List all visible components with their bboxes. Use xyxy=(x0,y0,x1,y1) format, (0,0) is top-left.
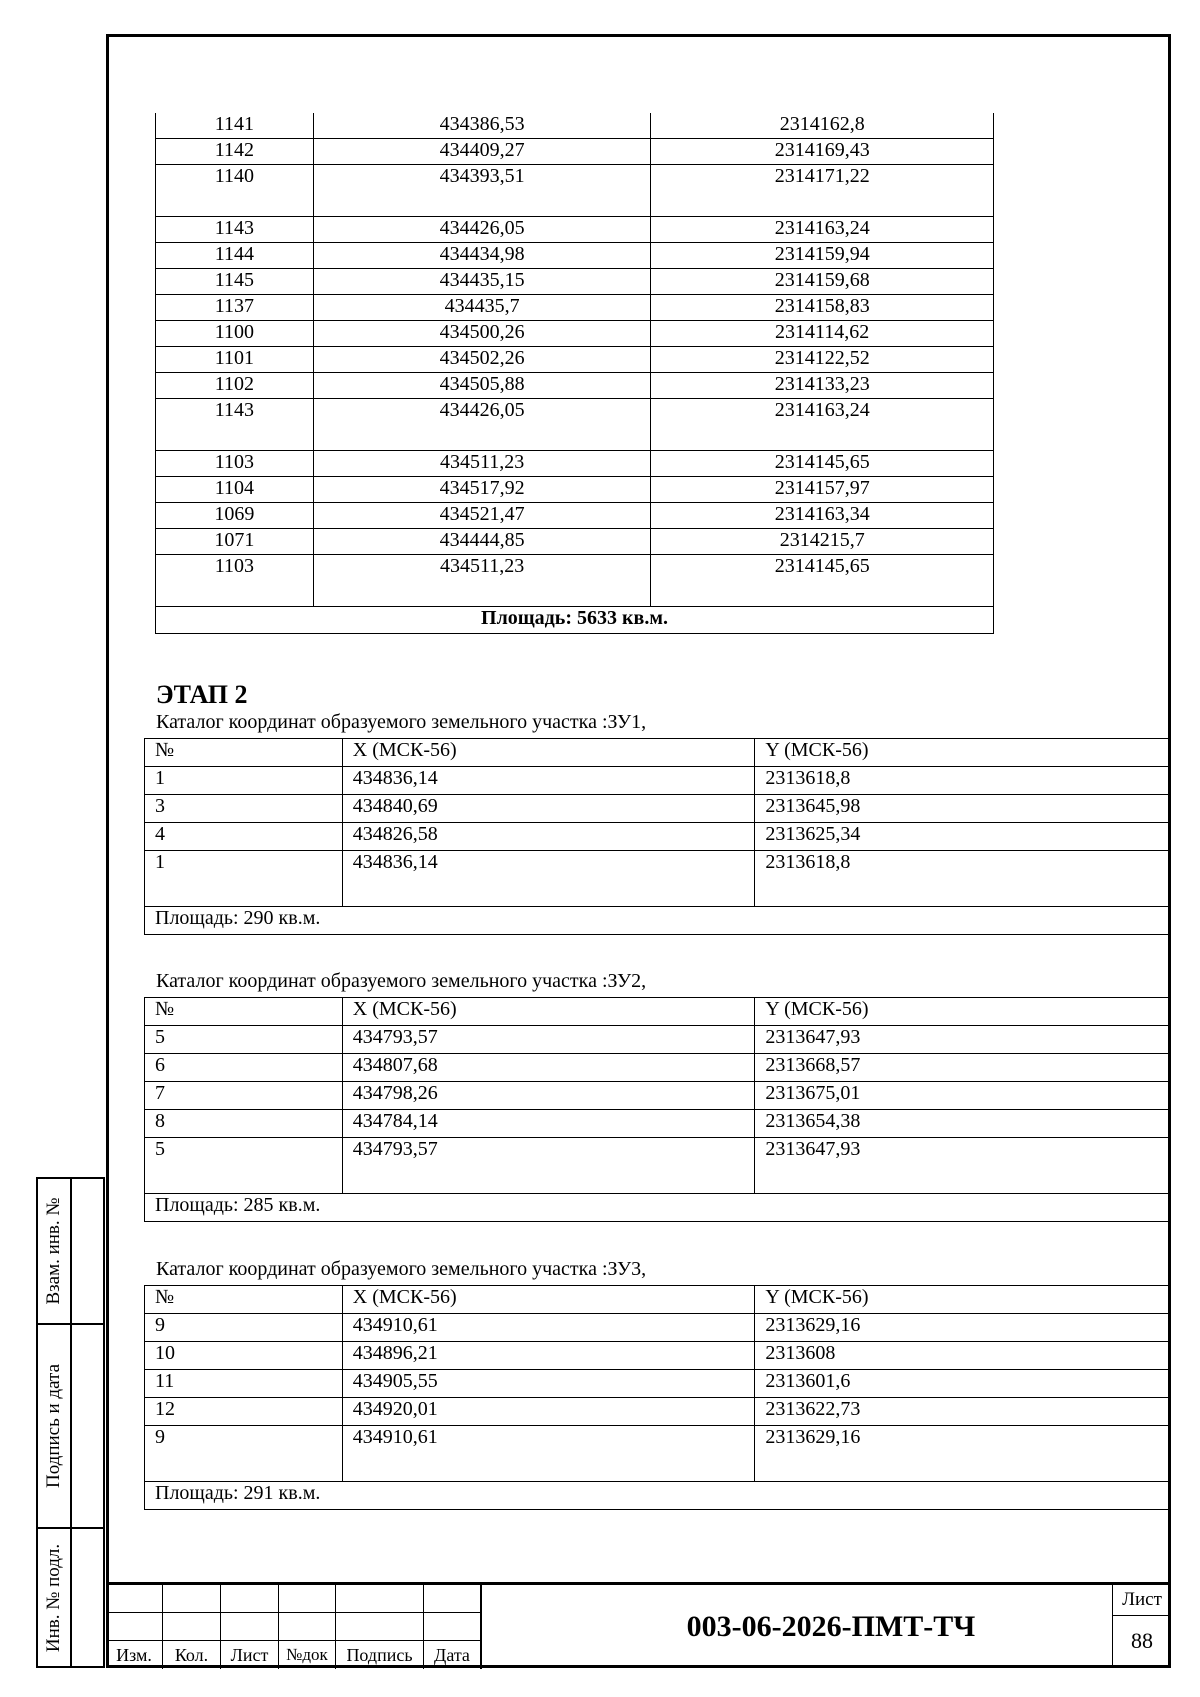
table-row xyxy=(156,503,994,529)
x-coordinate: 434409,27 xyxy=(313,139,651,165)
y-coordinate: 2314157,97 xyxy=(651,477,994,503)
header-row xyxy=(145,739,1169,767)
table-row xyxy=(145,795,1169,823)
header-row xyxy=(145,1286,1169,1314)
x-coordinate: 434511,23 xyxy=(313,451,651,477)
table-row xyxy=(156,165,994,217)
point-number: 1137 xyxy=(156,295,314,321)
catalog-table-zu1 xyxy=(144,738,1169,935)
catalog-caption-zu2: Каталог координат образуемого земельного участка :ЗУ2, xyxy=(156,970,647,992)
stamp-col-signature: Подпись xyxy=(336,1641,424,1669)
point-number: 1 xyxy=(145,851,343,907)
y-coordinate: 2313622,73 xyxy=(755,1398,1169,1426)
point-number: 1104 xyxy=(156,477,314,503)
point-number: 12 xyxy=(145,1398,343,1426)
point-number: 3 xyxy=(145,795,343,823)
point-number: 6 xyxy=(145,1054,343,1082)
table-row xyxy=(156,529,994,555)
side-label-replacement-inv: Взам. инв. № xyxy=(43,1197,64,1305)
table-row xyxy=(145,767,1169,795)
x-coordinate: 434840,69 xyxy=(342,795,755,823)
x-coordinate: 434798,26 xyxy=(342,1082,755,1110)
x-coordinate: 434444,85 xyxy=(313,529,651,555)
stamp-col-date: Дата xyxy=(424,1641,481,1669)
point-number: 1103 xyxy=(156,555,314,607)
y-coordinate: 2314145,65 xyxy=(651,555,994,607)
table-row xyxy=(145,851,1169,907)
y-coordinate: 2314162,8 xyxy=(651,113,994,139)
table-row xyxy=(145,1426,1169,1482)
column-header: X (МСК-56) xyxy=(342,998,755,1026)
point-number: 1144 xyxy=(156,243,314,269)
sheet-number-box xyxy=(1112,1585,1171,1668)
x-coordinate: 434517,92 xyxy=(313,477,651,503)
stage-title: ЭТАП 2 xyxy=(156,680,248,709)
x-coordinate: 434807,68 xyxy=(342,1054,755,1082)
point-number: 1101 xyxy=(156,347,314,373)
point-number: 1142 xyxy=(156,139,314,165)
point-number: 1102 xyxy=(156,373,314,399)
stamp-col-sheet: Лист xyxy=(221,1641,279,1669)
column-header: № xyxy=(145,739,343,767)
x-coordinate: 434826,58 xyxy=(342,823,755,851)
catalog-table-zu3 xyxy=(144,1285,1169,1510)
point-number: 1145 xyxy=(156,269,314,295)
table-row xyxy=(145,1054,1169,1082)
document-code: 003-06-2026-ПМТ-ТЧ xyxy=(686,1610,976,1643)
y-coordinate: 2313618,8 xyxy=(755,767,1169,795)
table-row xyxy=(156,321,994,347)
point-number: 1100 xyxy=(156,321,314,347)
title-block xyxy=(106,1582,1171,1671)
y-coordinate: 2313645,98 xyxy=(755,795,1169,823)
table-row xyxy=(156,477,994,503)
point-number: 9 xyxy=(145,1426,343,1482)
table-row xyxy=(156,139,994,165)
y-coordinate: 2314159,94 xyxy=(651,243,994,269)
area-total: Площадь: 285 кв.м. xyxy=(145,1194,1169,1222)
side-box-replacement-inv xyxy=(36,1177,105,1325)
point-number: 1069 xyxy=(156,503,314,529)
table-row xyxy=(145,1398,1169,1426)
table-row xyxy=(156,217,994,243)
x-coordinate: 434784,14 xyxy=(342,1110,755,1138)
x-coordinate: 434502,26 xyxy=(313,347,651,373)
coordinates-table-continued xyxy=(155,113,994,634)
stamp-col-count: Кол. xyxy=(163,1641,221,1669)
y-coordinate: 2313647,93 xyxy=(755,1026,1169,1054)
x-coordinate: 434836,14 xyxy=(342,767,755,795)
x-coordinate: 434910,61 xyxy=(342,1314,755,1342)
x-coordinate: 434435,7 xyxy=(313,295,651,321)
y-coordinate: 2314171,22 xyxy=(651,165,994,217)
x-coordinate: 434511,23 xyxy=(313,555,651,607)
y-coordinate: 2313654,38 xyxy=(755,1110,1169,1138)
y-coordinate: 2314133,23 xyxy=(651,373,994,399)
y-coordinate: 2313647,93 xyxy=(755,1138,1169,1194)
x-coordinate: 434393,51 xyxy=(313,165,651,217)
area-total: Площадь: 291 кв.м. xyxy=(145,1482,1169,1510)
side-label-original-inv: Инв. № подл. xyxy=(43,1543,64,1652)
y-coordinate: 2314159,68 xyxy=(651,269,994,295)
table-row xyxy=(145,1026,1169,1054)
table-row xyxy=(156,373,994,399)
area-total: Площадь: 5633 кв.м. xyxy=(156,607,994,634)
table-row xyxy=(156,399,994,451)
y-coordinate: 2314114,62 xyxy=(651,321,994,347)
y-coordinate: 2314163,24 xyxy=(651,399,994,451)
y-coordinate: 2313625,34 xyxy=(755,823,1169,851)
table-row xyxy=(145,1082,1169,1110)
point-number: 10 xyxy=(145,1342,343,1370)
x-coordinate: 434426,05 xyxy=(313,399,651,451)
table-row xyxy=(156,451,994,477)
point-number: 11 xyxy=(145,1370,343,1398)
point-number: 4 xyxy=(145,823,343,851)
point-number: 5 xyxy=(145,1026,343,1054)
point-number: 1071 xyxy=(156,529,314,555)
column-header: X (МСК-56) xyxy=(342,1286,755,1314)
column-header: Y (МСК-56) xyxy=(755,1286,1169,1314)
side-box-signature-date xyxy=(36,1323,105,1529)
y-coordinate: 2313629,16 xyxy=(755,1426,1169,1482)
catalog-table-zu2 xyxy=(144,997,1169,1222)
y-coordinate: 2313675,01 xyxy=(755,1082,1169,1110)
y-coordinate: 2313618,8 xyxy=(755,851,1169,907)
x-coordinate: 434434,98 xyxy=(313,243,651,269)
point-number: 1 xyxy=(145,767,343,795)
point-number: 1143 xyxy=(156,399,314,451)
x-coordinate: 434500,26 xyxy=(313,321,651,347)
table-row xyxy=(145,1314,1169,1342)
table-row xyxy=(156,113,994,139)
table-row xyxy=(145,1342,1169,1370)
point-number: 5 xyxy=(145,1138,343,1194)
column-header: № xyxy=(145,998,343,1026)
column-header: Y (МСК-56) xyxy=(755,739,1169,767)
x-coordinate: 434505,88 xyxy=(313,373,651,399)
table-row xyxy=(156,269,994,295)
x-coordinate: 434920,01 xyxy=(342,1398,755,1426)
y-coordinate: 2314215,7 xyxy=(651,529,994,555)
table-row xyxy=(145,1138,1169,1194)
x-coordinate: 434896,21 xyxy=(342,1342,755,1370)
x-coordinate: 434435,15 xyxy=(313,269,651,295)
y-coordinate: 2313608 xyxy=(755,1342,1169,1370)
x-coordinate: 434426,05 xyxy=(313,217,651,243)
y-coordinate: 2314145,65 xyxy=(651,451,994,477)
point-number: 8 xyxy=(145,1110,343,1138)
y-coordinate: 2314163,24 xyxy=(651,217,994,243)
point-number: 1140 xyxy=(156,165,314,217)
sheet-number: 88 xyxy=(1131,1628,1153,1653)
y-coordinate: 2313629,16 xyxy=(755,1314,1169,1342)
stamp-col-docnum: №док xyxy=(279,1641,336,1669)
sheet-label: Лист xyxy=(1113,1585,1171,1616)
point-number: 1103 xyxy=(156,451,314,477)
table-row xyxy=(156,555,994,607)
x-coordinate: 434905,55 xyxy=(342,1370,755,1398)
side-label-signature-date: Подпись и дата xyxy=(43,1363,64,1489)
y-coordinate: 2314169,43 xyxy=(651,139,994,165)
point-number: 7 xyxy=(145,1082,343,1110)
table-row xyxy=(145,1110,1169,1138)
table-row xyxy=(145,823,1169,851)
point-number: 9 xyxy=(145,1314,343,1342)
table-row xyxy=(156,347,994,373)
column-header: № xyxy=(145,1286,343,1314)
table-row xyxy=(145,1370,1169,1398)
point-number: 1143 xyxy=(156,217,314,243)
x-coordinate: 434386,53 xyxy=(313,113,651,139)
stamp-col-change: Изм. xyxy=(106,1641,163,1669)
y-coordinate: 2314122,52 xyxy=(651,347,994,373)
table-row xyxy=(156,295,994,321)
y-coordinate: 2314158,83 xyxy=(651,295,994,321)
x-coordinate: 434910,61 xyxy=(342,1426,755,1482)
point-number: 1141 xyxy=(156,113,314,139)
column-header: X (МСК-56) xyxy=(342,739,755,767)
catalog-caption-zu1: Каталог координат образуемого земельного участка :ЗУ1, xyxy=(156,711,647,733)
header-row xyxy=(145,998,1169,1026)
table-row xyxy=(156,243,994,269)
y-coordinate: 2313668,57 xyxy=(755,1054,1169,1082)
x-coordinate: 434793,57 xyxy=(342,1138,755,1194)
side-box-original-inv xyxy=(36,1527,105,1668)
y-coordinate: 2314163,34 xyxy=(651,503,994,529)
x-coordinate: 434521,47 xyxy=(313,503,651,529)
area-total: Площадь: 290 кв.м. xyxy=(145,907,1169,935)
x-coordinate: 434793,57 xyxy=(342,1026,755,1054)
y-coordinate: 2313601,6 xyxy=(755,1370,1169,1398)
x-coordinate: 434836,14 xyxy=(342,851,755,907)
column-header: Y (МСК-56) xyxy=(755,998,1169,1026)
catalog-caption-zu3: Каталог координат образуемого земельного участка :ЗУ3, xyxy=(156,1258,647,1280)
